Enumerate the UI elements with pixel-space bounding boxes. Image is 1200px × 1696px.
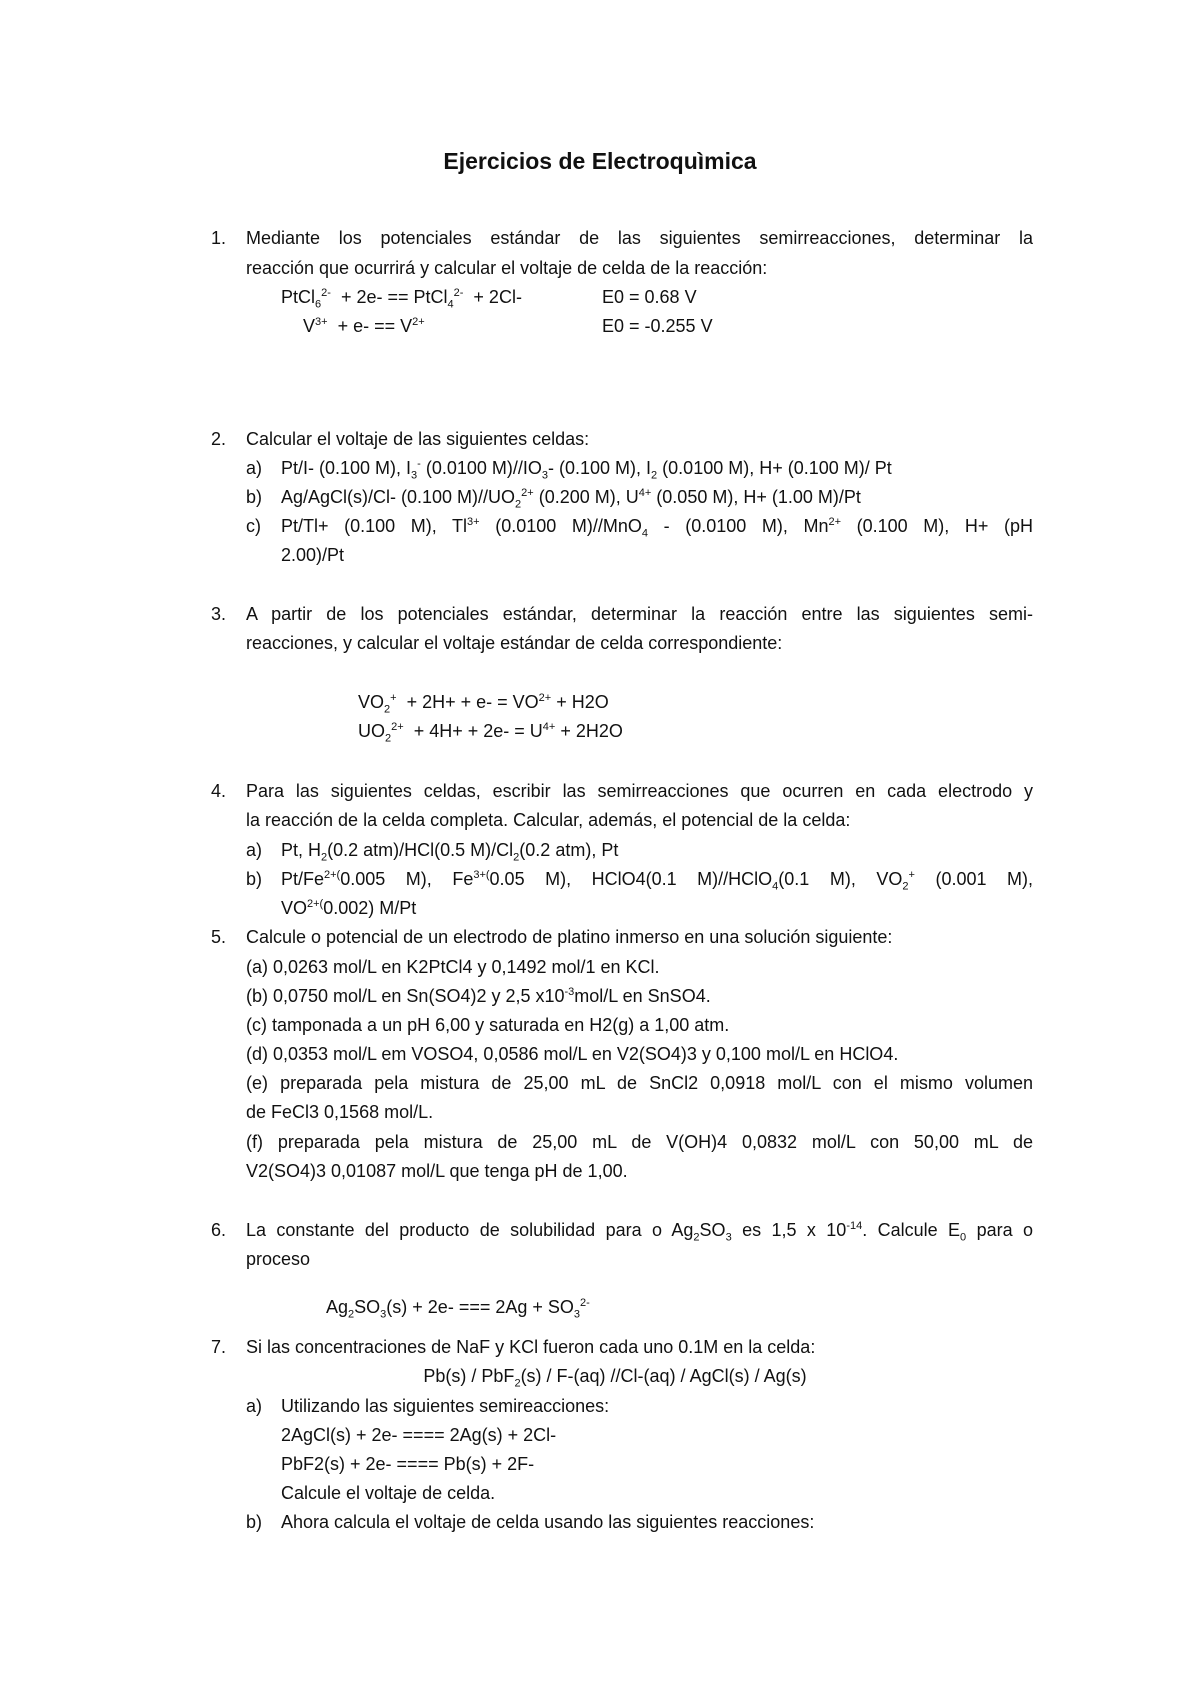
q6-line2: proceso <box>246 1249 311 1269</box>
q2-c-label: c) <box>246 516 261 536</box>
q2-b-label: b) <box>246 487 263 507</box>
q7-b-text: Ahora calcula el voltaje de celda usando las siguientes reacciones: <box>281 1512 815 1532</box>
q4-a-label: a) <box>246 840 263 860</box>
q5-d: (d) 0,0353 mol/L em VOSO4, 0,0586 mol/L en V2(SO4)3 y 0,100 mol/L en HClO4. <box>246 1044 899 1064</box>
q5-number: 5. <box>211 927 227 947</box>
q5-line1: Calcule o potencial de un electrodo de platino inmerso en una solución siguiente: <box>246 927 893 947</box>
q6-line1: La constante del producto de solubilidad para o $Ag_2SO_3$ es 1,5 x $10^{-14}$. Calcule $E_0$ para o <box>246 1220 1033 1244</box>
q7-line1: Si las concentraciones de NaF y KCl fueron cada uno 0.1M en la celda: <box>246 1337 816 1357</box>
q3-line1: A partir de los potenciales estándar, determinar la reacción entre las siguientes semi- <box>246 604 1033 624</box>
q6-equation: $Ag_2SO_3(s) + 2e-$ === $2Ag + SO_3^{2-}$ <box>326 1297 590 1321</box>
q4-line2: la reacción de la celda completa. Calcular, además, el potencial de la celda: <box>246 810 851 830</box>
q2-c-cell-line2: 2.00)/Pt <box>281 545 345 565</box>
page-title: Ejercicios de Electroquìmica <box>443 148 757 174</box>
q3-equation-2: $UO_2^{2+} + 4H+ + 2e- = U^{4+} + 2H2O$ <box>358 721 623 745</box>
q1-line1: Mediante los potenciales estándar de las siguientes semirreacciones, determinar la <box>246 228 1033 248</box>
q2-line1: Calcular el voltaje de las siguientes celdas: <box>246 429 590 449</box>
q5-c: (c) tamponada a un pH 6,00 y saturada en H2(g) a 1,00 atm. <box>246 1015 730 1035</box>
q2-a-cell: Pt/I- (0.100 M), $I_3^-$ (0.0100 $M)//IO_3-$ (0.100 M), $I_2$ (0.0100 M), H+ (0.100 M)/ Pt <box>281 458 892 482</box>
q1-equation-2: $V^{3+} + e- == V^{2+}$ <box>303 316 425 336</box>
q1-equation-1-potential: E0 = 0.68 V <box>602 287 697 307</box>
q5-a: (a) 0,0263 mol/L en K2PtCl4 y 0,1492 mol/1 en KCl. <box>246 957 660 977</box>
q7-a-label: a) <box>246 1396 263 1416</box>
q5-e-line2: de FeCl3 0,1568 mol/L. <box>246 1102 434 1122</box>
q3-number: 3. <box>211 604 227 624</box>
q7-cell-notation: Pb(s) / PbF$_2$(s) / F-(aq) //Cl-(aq) / AgCl(s) / Ag(s) <box>423 1366 807 1390</box>
q3-equation-1: $VO_2^+ + 2H+ + e- = VO^{2+} + H2O$ <box>358 692 609 716</box>
q7-b-label: b) <box>246 1512 263 1532</box>
q7-a-text: Utilizando las siguientes semireacciones: <box>281 1396 610 1416</box>
q5-f-line1: (f) preparada pela mistura de 25,00 mL de V(OH)4 0,0832 mol/L con 50,00 mL de <box>246 1132 1033 1152</box>
q2-number: 2. <box>211 429 227 449</box>
q5-b: (b) 0,0750 mol/L en Sn(SO4)2 y 2,5 $x10^{-3}mol/L$ en SnSO4. <box>246 986 711 1006</box>
q5-f-line2: V2(SO4)3 0,01087 mol/L que tenga pH de 1,00. <box>246 1161 628 1181</box>
q4-b-cell-line2: $VO^{2+(}0.002$) M/Pt <box>281 898 417 918</box>
q1-equation-2-potential: E0 = -0.255 V <box>602 316 713 336</box>
q4-b-label: b) <box>246 869 263 889</box>
q7-a-equation-1: 2AgCl(s) + 2e- ==== 2Ag(s) + 2Cl- <box>281 1425 557 1445</box>
q5-e-line1: (e) preparada pela mistura de 25,00 mL de SnCl2 0,0918 mol/L con el mismo volumen <box>246 1073 1033 1093</box>
q4-number: 4. <box>211 781 227 801</box>
q6-number: 6. <box>211 1220 227 1240</box>
q1-number: 1. <box>211 228 227 248</box>
q2-a-label: a) <box>246 458 263 478</box>
q2-b-cell: Ag/AgCl(s)/Cl- (0.100 $M)//UO_2^{2+}$ (0.200 M), $U^{4+}$ (0.050 M), H+ (1.00 M)/Pt <box>281 487 861 511</box>
q1-line2: reacción que ocurrirá y calcular el voltaje de celda de la reacción: <box>246 258 768 278</box>
q7-a-equation-2: PbF2(s) + 2e- ==== Pb(s) + 2F- <box>281 1454 535 1474</box>
q1-equation-1: PtCl$_6^{2-}$ + 2e- == PtCl$_4^{2-}$ + 2Cl- <box>281 287 522 311</box>
q7-number: 7. <box>211 1337 227 1357</box>
q2-c-cell-line1: Pt/Tl+ (0.100 M), $Tl^{3+}$ (0.0100 M)//MnO$_4$ - (0.0100 M), $Mn^{2+}$ (0.100 M), H+ (pH <box>281 516 1033 540</box>
q4-b-cell-line1: $Pt/Fe^{2+(}0.005$ M), $Fe^{3+(}0.05$ M), HClO4(0.1 M)//HClO$_4$(0.1 M), $VO_2^+$ (0.001 M), <box>281 869 1034 893</box>
q4-line1: Para las siguientes celdas, escribir las semirreacciones que ocurren en cada electrodo y <box>246 781 1033 801</box>
q3-line2: reacciones, y calcular el voltaje estándar de celda correspondiente: <box>246 633 783 653</box>
q4-a-cell: Pt, $H_2(0.2$ atm)/HCl(0.5 $M)/Cl_2(0.2$ atm), Pt <box>281 840 619 864</box>
q7-a-text-2: Calcule el voltaje de celda. <box>281 1483 496 1503</box>
